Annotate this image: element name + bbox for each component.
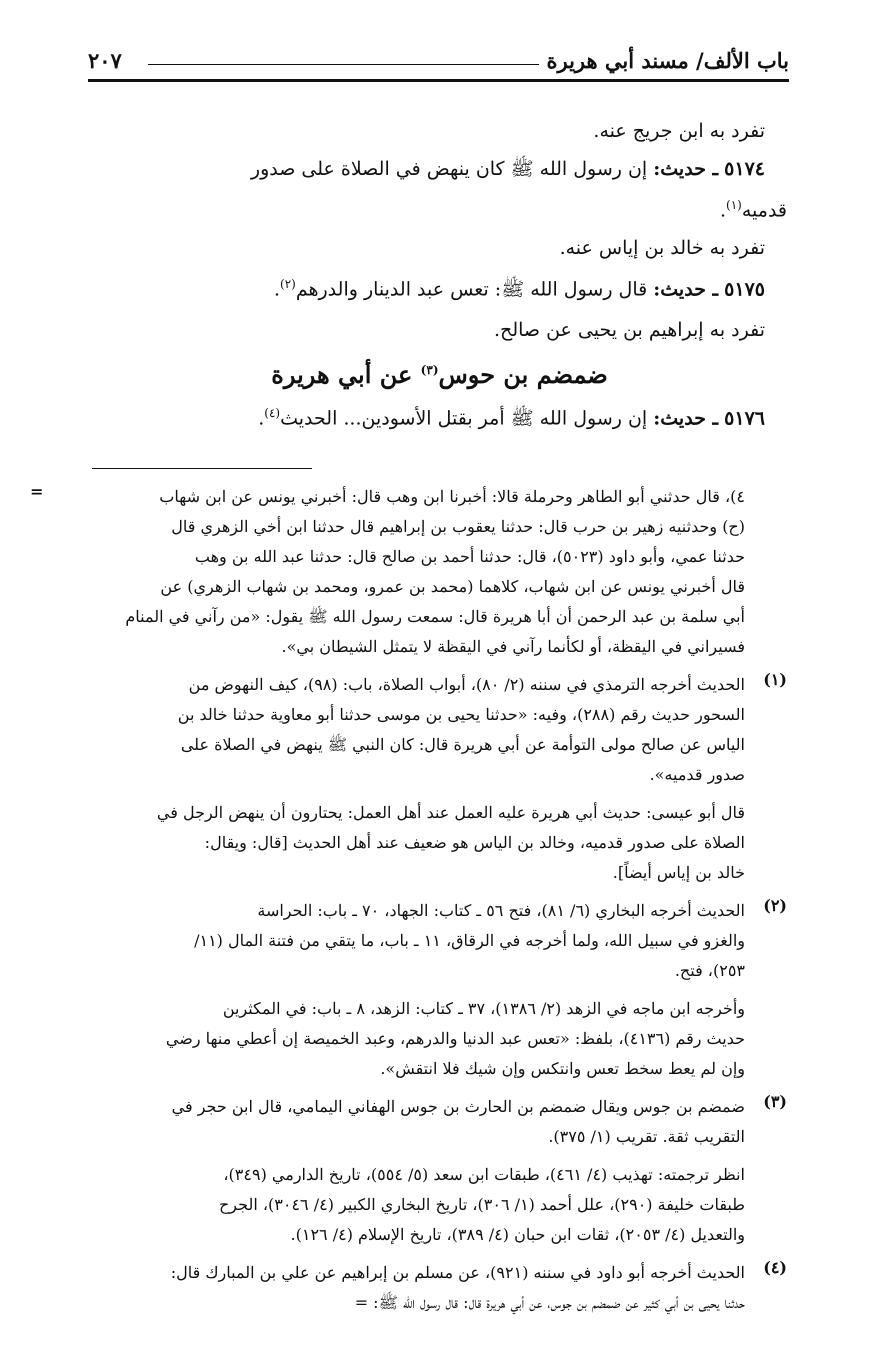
- footnote-line: حدثنا عمي، وأبو داود (٥٠٢٣)، قال: حدثنا أحمد بن صالح قال: حدثنا عبد الله بن وهب: [194, 547, 745, 566]
- hadith-keyword: ـ حديث:: [653, 278, 719, 301]
- footnote-line: التقريب ثقة. تقريب (١/ ٣٧٥).: [548, 1127, 745, 1146]
- hadith-text: قدميه: [741, 199, 787, 222]
- footnote-line: فسيراني في اليقظة، أو لكأنما رآني في اليقظة لا يتمثل الشيطان بي».: [281, 637, 745, 656]
- footnote-line: حدثنا يحيى بن أبي كثير عن ضمضم بن جوس، عن أبي هريرة قال: قال رسول الله ﷺ: =: [354, 1293, 745, 1312]
- footnote-3-paragraph: [62, 1160, 787, 1250]
- footnote-2-paragraph: [62, 994, 787, 1084]
- footnote-line: قال أخبرني يونس عن ابن شهاب، كلاهما (محمد بن عمرو، ومحمد بن شهاب الزهري) عن: [160, 577, 745, 596]
- footnote-line: الصلاة على صدور قدميه، وخالد بن الياس هو ضعيف عند أهل الحديث [قال: ويقال:: [204, 833, 745, 852]
- footnote-line: خالد بن إياس أيضاً].: [612, 863, 745, 882]
- footnote-line: والتعديل (٤/ ٢٠٥٣)، ثقات ابن حبان (٤/ ٣٨٩)، تاريخ الإسلام (٤/ ١٢٦).: [290, 1225, 745, 1244]
- footnote-line: السحور حديث رقم (٢٨٨)، وفيه: «حدثنا يحيى بن موسى حدثنا أبو معاوية حدثنا خالد بن: [177, 705, 745, 724]
- hadith-5175: ٥١٧٥ ـ حديث: قال رسول الله ﷺ: تعس عبد الدينار والدرهم$^{(٢)}$.: [273, 277, 765, 301]
- text-line: تفرد به إبراهيم بن يحيى عن صالح.: [494, 318, 765, 341]
- hadith-5174-continuation: قدميه$^{(١)}$.: [719, 198, 787, 222]
- footnote-ref: (١): [726, 198, 742, 212]
- footnote-number: (٢): [763, 896, 787, 915]
- footnote-line: الحديث أخرجه البخاري (٦/ ٨١)، فتح ٥٦ ـ كتاب: الجهاد، ٧٠ ـ باب: الحراسة: [257, 901, 745, 920]
- hadith-keyword: ـ حديث:: [653, 406, 719, 429]
- hadith-5174: [92, 156, 787, 182]
- hadith-number: ٥١٧٤: [724, 158, 765, 180]
- text-line: تفرد به خالد بن إياس عنه.: [559, 237, 765, 260]
- running-head-rule: [148, 64, 539, 65]
- footnote-line: وإن لم يعط سخط تعس وانتكس وإن شيك فلا انتقش».: [380, 1059, 745, 1078]
- footnote-line: وأخرجه ابن ماجه في الزهد (٢/ ١٣٨٦)، ٣٧ ـ كتاب: الزهد، ٨ ـ باب: في المكثرين: [222, 999, 745, 1018]
- footnote-line: والغزو في سبيل الله، ولما أخرجه في الرقاق، ١١ ـ باب، ما يتقي من فتنة المال (١١/: [194, 931, 745, 950]
- footnote-line: ضمضم بن جوس ويقال ضمضم بن الحارث بن جوس الهفاني اليمامي، قال ابن حجر في: [171, 1097, 745, 1116]
- page-number: ٢٠٧: [88, 48, 122, 73]
- section-title-part: عن أبي هريرة: [271, 359, 413, 389]
- footnote-number: (٣): [763, 1092, 787, 1111]
- footnote-ref: (٣): [420, 362, 439, 377]
- footnote-line: صدور قدميه».: [649, 765, 745, 784]
- footnote-number: (١): [763, 670, 787, 689]
- footnote-line: الحديث أخرجه الترمذي في سننه (٢/ ٨٠)، أبواب الصلاة، باب: (٩٨)، كيف النهوض من: [188, 675, 745, 694]
- footnote-ref: (٢): [280, 277, 296, 292]
- footnote-line: الحديث أخرجه أبو داود في سننه (٩٢١)، عن مسلم بن إبراهيم عن علي بن المبارك قال:: [170, 1263, 745, 1282]
- footnote-1: [62, 670, 787, 790]
- text-line: تفرد به ابن جريج عنه.: [593, 120, 765, 142]
- footnote-line: ٤)، قال حدثني أبو الطاهر وحرملة قالا: أخبرنا ابن وهب قال: أخبرني يونس عن ابن شهاب: [159, 487, 745, 506]
- section-title-part: ضمضم بن حوس: [438, 359, 608, 389]
- footnote-divider: [92, 468, 312, 469]
- running-head-title: باب الألف/ مسند أبي هريرة: [546, 48, 789, 73]
- footnote-line: انظر ترجمته: تهذيب (٤/ ٤٦١)، طبقات ابن سعد (٥/ ٥٥٤)، تاريخ الدارمي (٣٤٩)،: [223, 1165, 745, 1184]
- footnote-2: [62, 896, 787, 986]
- footnote-number: (٤): [763, 1258, 787, 1277]
- footnote-line: طبقات خليفة (٢٩٠)، علل أحمد (١/ ٣٠٦)، تاريخ البخاري الكبير (٤/ ٣٠٤٦)، الجرح: [218, 1195, 745, 1214]
- footnote-ref: (٤): [264, 405, 281, 420]
- footnote-4: [62, 1258, 787, 1318]
- running-head: [88, 38, 789, 82]
- hadith-number: ٥١٧٥: [724, 278, 765, 301]
- hadith-text: إن رسول الله ﷺ كان ينهض في الصلاة على صدور: [250, 158, 648, 180]
- footnote-line: أبي سلمة بن عبد الرحمن أن أبا هريرة قال: سمعت رسول الله ﷺ يقول: «من رآني في المنام: [125, 607, 745, 626]
- hadith-text: قال رسول الله ﷺ: تعس عبد الدينار والدرهم: [295, 278, 648, 301]
- hadith-text: إن رسول الله ﷺ أمر بقتل الأسودين... الحديث: [280, 406, 648, 429]
- hadith-keyword: ـ حديث:: [653, 158, 719, 180]
- footnote-line: الياس عن صالح مولى التوأمة عن أبي هريرة قال: كان النبي ﷺ ينهض في الصلاة على: [180, 735, 745, 754]
- footnote-continuation: [30, 482, 787, 662]
- hadith-5176: ٥١٧٦ ـ حديث: إن رسول الله ﷺ أمر بقتل الأسودين... الحديث$^{(٤)}$.: [258, 405, 765, 429]
- section-title: [92, 353, 787, 392]
- footnote-line: قال أبو عيسى: حديث أبي هريرة عليه العمل عند أهل العمل: يحتارون أن ينهض الرجل في: [156, 803, 745, 822]
- footnote-line: ٢٥٣)، فتح.: [674, 961, 745, 980]
- footnote-line: حديث رقم (٤١٣٦)، بلفظ: «تعس عبد الدنيا والدرهم، وعبد الخميصة إن أعطي منها رضي: [165, 1029, 745, 1048]
- main-text: [92, 118, 787, 431]
- footnote-line: (ح) وحدثنيه زهير بن حرب قال: حدثنا يعقوب بن إبراهيم قال حدثنا ابن أخي الزهري قال: [171, 517, 745, 536]
- hadith-number: ٥١٧٦: [724, 406, 765, 429]
- footnotes: [30, 482, 787, 1326]
- continuation-mark: =: [30, 482, 44, 501]
- footnote-1-paragraph: [62, 798, 787, 888]
- footnote-3: [62, 1092, 787, 1152]
